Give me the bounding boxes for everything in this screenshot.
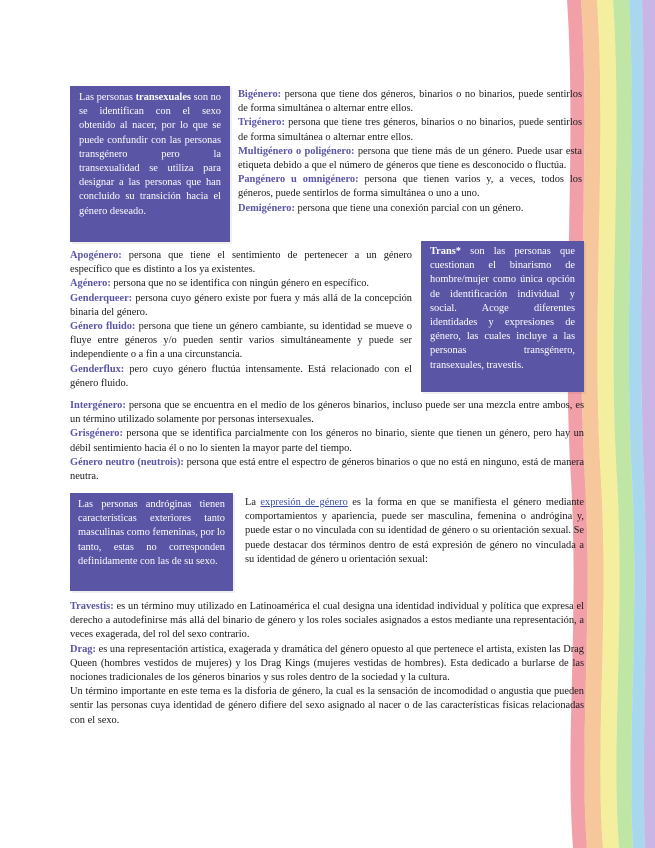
definition-multigenero: Multigénero o poligénero: persona que tiene más de un género. Puede usar esta etiqueta debido a que el número de géneros que tiene es desconocido o fluctúa. bbox=[238, 145, 582, 172]
definition-trigenero: Trigénero: persona que tiene tres géneros, binarios o no binarios, puede sentirlos de forma simultánea o alternar entre ellos. bbox=[238, 117, 582, 143]
expresion-genero-paragraph: La expresión de género es la forma en que se manifiesta el género mediante comportamientos y apariencia, puede ser masculina, femenina o andrógina y, puede estar o no vinculada con su identidad de género o su orientación sexual. Se puede destacar dos términos dentro de está expresión de género no vinculada a su identidad de género u orientación sexual: bbox=[245, 497, 584, 565]
definition-genderflux: Genderflux: pero cuyo género fluctúa intensamente. Está relacionado con el género fluido. bbox=[70, 363, 412, 389]
closing-paragraph: Un término importante en este tema es la disforia de género, la cual es la sensación de incomodidad o angustia que pueden sentir las personas cuya identidad de género difiere del sexo asignado al nacer o de las características físicas relacionadas con el sexo. bbox=[70, 686, 584, 726]
definition-travestis: Travestis: es un término muy utilizado en Latinoamérica el cual designa una identidad individual y política que expresa el derecho a autodefinirse más allá del binario de género y los roles sociales asignados a estos mediante una representación, a veces exagerada, del rol del sexo contrario. bbox=[70, 601, 584, 641]
expresion-genero-link[interactable]: expresión de género bbox=[260, 497, 348, 508]
definition-genero-neutro: Género neutro (neutrois): persona que está entre el espectro de géneros binarios o que no está en ninguno, está de manera neutra. bbox=[70, 456, 584, 483]
definition-intergenero: Intergénero: persona que se encuentra en el medio de los géneros binarios, incluso puede ser una mezcla entre ambos, es un término utilizado solamente por personas intersexuales. bbox=[70, 400, 584, 426]
definition-demigenero: Demigénero: persona que tiene una conexión parcial con un género. bbox=[238, 202, 524, 214]
androginas-info-box: Las personas andróginas tienen características exteriores tanto masculinas como femeninas, por lo tanto, estas no corresponden definidamente con las de su sexo. bbox=[70, 493, 233, 591]
definition-genderqueer: Genderqueer: persona cuyo género existe por fuera y más allá de la concepción binaria del género. bbox=[70, 292, 412, 318]
definition-agenero: Agénero: persona que no se identifica con ningún género en específico. bbox=[70, 278, 370, 290]
definitions-full bbox=[70, 399, 584, 484]
definitions-mid bbox=[70, 249, 412, 391]
bottom-section bbox=[70, 600, 584, 728]
definition-genero-fluido: Género fluido: persona que tiene un género cambiante, su identidad se mueve o fluye entre géneros y/o pueden sentir varios simultáneamente y puede ser independiente o a fin a una circunstancia. bbox=[70, 321, 412, 361]
definition-grisgenero: Grisgénero: persona que se identifica parcialmente con los géneros no binario, siente que tienen un género, pero hay un débil sentimiento hacia él o no lo sienten la mayor parte del tiempo. bbox=[70, 428, 584, 454]
definition-drag: Drag: es una representación artística, exagerada y dramática del género opuesto al que pertenece el artista, existen las Drag Queen (hombres vestidos de mujeres) y los Drag Kings (mujeres vestidas de hombres). Esta dedicado a burlarse de las nociones tradicionales de los géneros binarios y sus roles dentro de la sociedad y la cultura. bbox=[70, 643, 584, 684]
definition-pangenero: Pangénero u omnigénero: persona que tienen varios y, a veces, todos los géneros, puede sentirlos de forma simultánea o uno a uno. bbox=[238, 174, 582, 200]
trans-info-box: Trans* son las personas que cuestionan el binarismo de hombre/mujer como única opción de identificación individual y social. Acoge diferentes identidades y expresiones de género, las cuales incluye a las personas transgénero, transexuales, travestis. bbox=[421, 241, 584, 392]
definitions-top bbox=[238, 88, 582, 216]
definition-apogenero: Apogénero: persona que tiene el sentimiento de pertenecer a un género específico que es distinto a los ya existentes. bbox=[70, 250, 412, 276]
transexuales-info-box: Las personas transexuales son no se identifican con el sexo obtenido al nacer, por lo que se puede confundir con las personas transgénero pero la transexualidad se utiliza para designar a las personas que han concluido su transición hacia el género deseado. bbox=[70, 86, 230, 242]
definition-bigenero: Bigénero: persona que tiene dos géneros, binarios o no binarios, puede sentirlos de forma simultánea o alternar entre ellos. bbox=[238, 89, 582, 115]
